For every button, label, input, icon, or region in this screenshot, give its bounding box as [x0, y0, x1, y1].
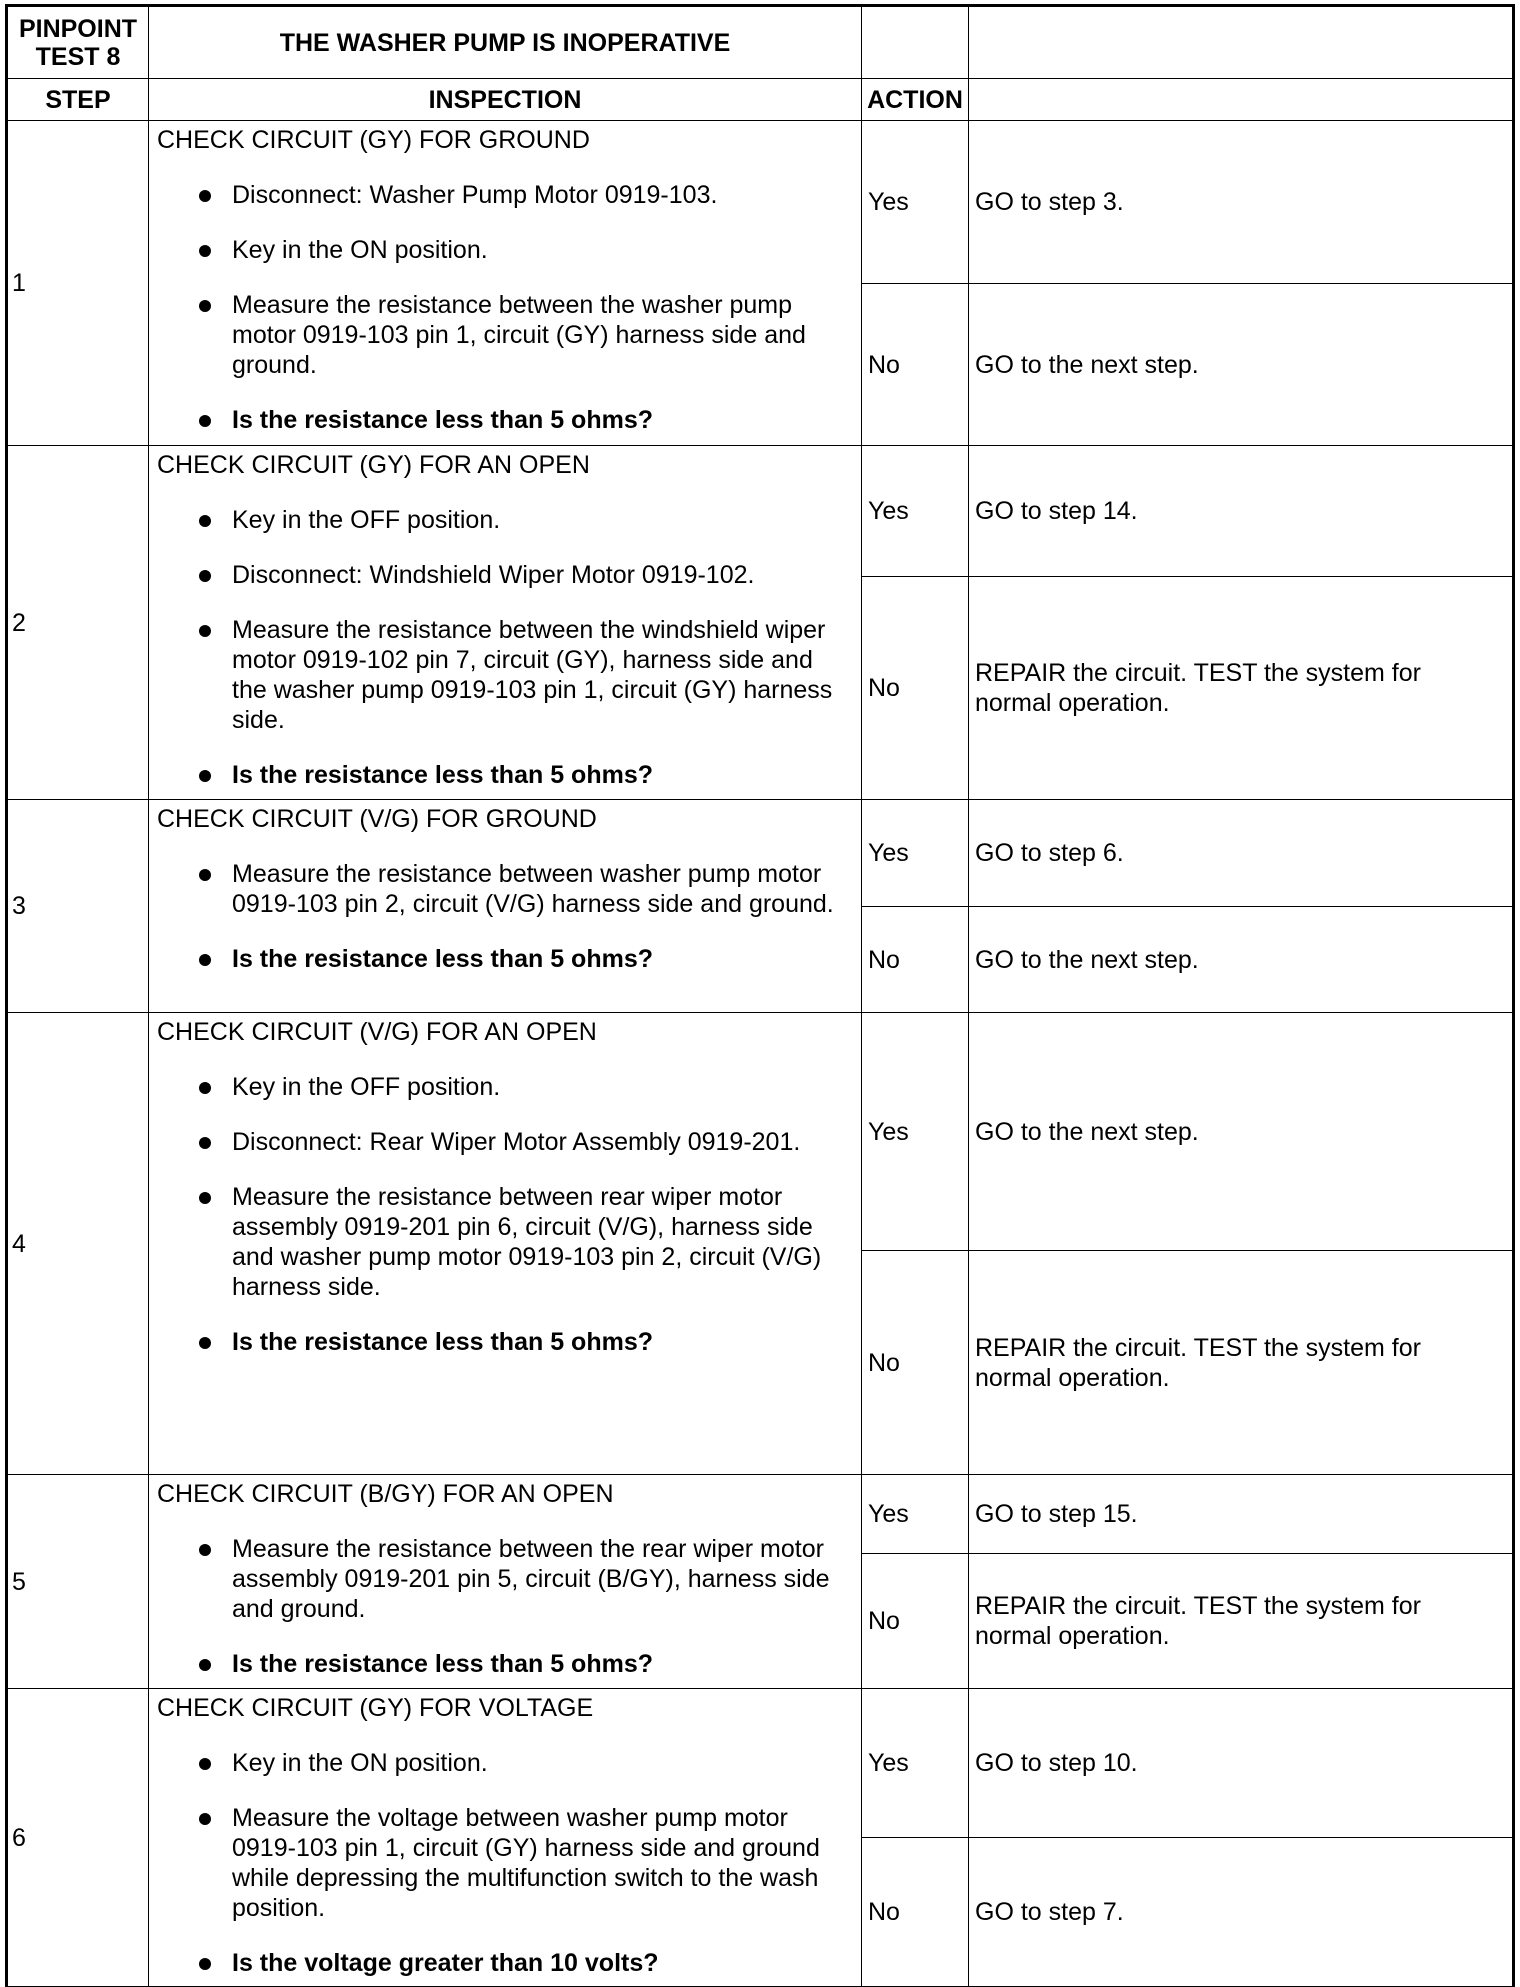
result-yes: GO to step 15. — [969, 1475, 1513, 1554]
bullet-icon — [199, 1758, 211, 1770]
result-no: GO to the next step. — [969, 907, 1513, 1013]
question-text: Is the voltage greater than 10 volts? — [232, 1949, 659, 1977]
step-number: 4 — [8, 1013, 149, 1475]
action-yes: Yes — [862, 1689, 969, 1838]
step-number: 6 — [8, 1689, 149, 1987]
bullet-text: Key in the OFF position. — [232, 1073, 501, 1101]
inspection-bullets — [157, 1748, 853, 1978]
inspection-bullet — [157, 1748, 853, 1778]
inspection-question — [157, 944, 853, 974]
bullet-icon — [199, 1659, 211, 1671]
inspection-bullet — [157, 235, 853, 265]
result-yes: GO to the next step. — [969, 1013, 1513, 1251]
bullet-text: Key in the ON position. — [232, 236, 488, 264]
result-no: REPAIR the circuit. TEST the system for normal operation. — [969, 577, 1513, 800]
bullet-text: Key in the OFF position. — [232, 506, 501, 534]
action-yes: Yes — [862, 121, 969, 284]
bullet-icon — [199, 1958, 211, 1970]
action-no: No — [862, 284, 969, 446]
inspection-cell — [149, 1013, 862, 1475]
pinpoint-label: PINPOINT — [18, 14, 138, 43]
inspection-bullet — [157, 1127, 853, 1157]
pinpoint-test-table — [7, 6, 1513, 1987]
action-yes: Yes — [862, 446, 969, 577]
bullet-text: Measure the voltage between washer pump motor 0919-103 pin 1, circuit (GY) harness side and ground while depressing the multifunction switch to the wash position. — [232, 1804, 820, 1922]
step-row — [8, 800, 1513, 907]
bullet-icon — [199, 1813, 211, 1825]
inspection-bullets — [157, 505, 853, 790]
inspection-question — [157, 1649, 853, 1679]
action-yes: Yes — [862, 800, 969, 907]
result-yes: GO to step 6. — [969, 800, 1513, 907]
pinpoint-test-label — [8, 7, 149, 79]
inspection-cell — [149, 121, 862, 446]
inspection-bullets — [157, 180, 853, 435]
bullet-icon — [199, 1082, 211, 1094]
action-no: No — [862, 1838, 969, 1987]
inspection-question — [157, 760, 853, 790]
inspection-question — [157, 1948, 853, 1978]
result-yes: GO to step 10. — [969, 1689, 1513, 1838]
action-no: No — [862, 577, 969, 800]
inspection-bullet — [157, 560, 853, 590]
action-no: No — [862, 1251, 969, 1475]
step-row — [8, 446, 1513, 577]
bullet-icon — [199, 190, 211, 202]
inspection-cell — [149, 1689, 862, 1987]
bullet-icon — [199, 770, 211, 782]
bullet-text: Measure the resistance between rear wiper motor assembly 0919-201 pin 6, circuit (V/G), harness side and washer pump motor 0919-103 pin 2, circuit (V/G) harness side. — [232, 1183, 822, 1301]
question-text: Is the resistance less than 5 ohms? — [232, 1650, 653, 1678]
step-row — [8, 1689, 1513, 1838]
column-header-inspection: INSPECTION — [149, 79, 862, 121]
inspection-cell — [149, 446, 862, 800]
action-yes: Yes — [862, 1013, 969, 1251]
inspection-bullets — [157, 859, 853, 974]
step-number: 1 — [8, 121, 149, 446]
inspection-title: CHECK CIRCUIT (GY) FOR VOLTAGE — [157, 1694, 594, 1722]
header-blank-action — [862, 7, 969, 79]
bullet-icon — [199, 1544, 211, 1556]
action-yes: Yes — [862, 1475, 969, 1554]
bullet-icon — [199, 415, 211, 427]
bullet-icon — [199, 954, 211, 966]
inspection-title: CHECK CIRCUIT (V/G) FOR GROUND — [157, 805, 597, 833]
bullet-icon — [199, 245, 211, 257]
question-text: Is the resistance less than 5 ohms? — [232, 945, 653, 973]
action-no: No — [862, 907, 969, 1013]
bullet-text: Key in the ON position. — [232, 1749, 488, 1777]
bullet-icon — [199, 625, 211, 637]
inspection-question — [157, 405, 853, 435]
bullet-text: Disconnect: Washer Pump Motor 0919-103. — [232, 181, 718, 209]
bullet-icon — [199, 869, 211, 881]
bullet-icon — [199, 1137, 211, 1149]
inspection-bullet — [157, 859, 853, 919]
inspection-title: CHECK CIRCUIT (V/G) FOR AN OPEN — [157, 1018, 597, 1046]
bullet-text: Measure the resistance between the rear wiper motor assembly 0919-201 pin 5, circuit (B/GY), harness side and ground. — [232, 1535, 830, 1623]
pinpoint-test-document — [7, 6, 1512, 1977]
bullet-icon — [199, 570, 211, 582]
bullet-text: Measure the resistance between the windshield wiper motor 0919-102 pin 7, circuit (GY), harness side and the washer pump 0919-103 pin 1, circuit (GY) harness side. — [232, 616, 833, 734]
result-no: REPAIR the circuit. TEST the system for normal operation. — [969, 1554, 1513, 1689]
inspection-bullet — [157, 1534, 853, 1624]
test-number-label: TEST 8 — [35, 42, 121, 71]
step-number: 3 — [8, 800, 149, 1013]
column-header-step: STEP — [8, 79, 149, 121]
inspection-bullet — [157, 290, 853, 380]
result-no: GO to step 7. — [969, 1838, 1513, 1987]
inspection-question — [157, 1327, 853, 1357]
bullet-text: Disconnect: Rear Wiper Motor Assembly 0919-201. — [232, 1128, 801, 1156]
step-row — [8, 121, 1513, 284]
result-yes: GO to step 3. — [969, 121, 1513, 284]
inspection-cell — [149, 1475, 862, 1689]
bullet-icon — [199, 300, 211, 312]
bullet-icon — [199, 1192, 211, 1204]
inspection-cell — [149, 800, 862, 1013]
inspection-bullets — [157, 1072, 853, 1357]
step-row — [8, 1475, 1513, 1554]
action-no: No — [862, 1554, 969, 1689]
inspection-bullet — [157, 1072, 853, 1102]
step-number: 5 — [8, 1475, 149, 1689]
result-no: GO to the next step. — [969, 284, 1513, 446]
question-text: Is the resistance less than 5 ohms? — [232, 1328, 653, 1356]
inspection-bullet — [157, 1803, 853, 1923]
inspection-bullets — [157, 1534, 853, 1679]
step-number: 2 — [8, 446, 149, 800]
title-row — [8, 7, 1513, 79]
bullet-text: Measure the resistance between washer pump motor 0919-103 pin 2, circuit (V/G) harness side and ground. — [232, 860, 834, 918]
question-text: Is the resistance less than 5 ohms? — [232, 406, 653, 434]
inspection-title: CHECK CIRCUIT (GY) FOR AN OPEN — [157, 451, 590, 479]
step-row — [8, 1013, 1513, 1251]
bullet-icon — [199, 1337, 211, 1349]
column-header-action: ACTION — [862, 79, 969, 121]
column-header-row — [8, 79, 1513, 121]
column-header-blank — [969, 79, 1513, 121]
inspection-bullet — [157, 1182, 853, 1302]
inspection-bullet — [157, 180, 853, 210]
question-text: Is the resistance less than 5 ohms? — [232, 761, 653, 789]
inspection-title: CHECK CIRCUIT (GY) FOR GROUND — [157, 126, 590, 154]
result-yes: GO to step 14. — [969, 446, 1513, 577]
bullet-icon — [199, 515, 211, 527]
bullet-text: Disconnect: Windshield Wiper Motor 0919-102. — [232, 561, 755, 589]
header-blank-result — [969, 7, 1513, 79]
inspection-title: CHECK CIRCUIT (B/GY) FOR AN OPEN — [157, 1480, 614, 1508]
bullet-text: Measure the resistance between the washer pump motor 0919-103 pin 1, circuit (GY) harness side and ground. — [232, 291, 806, 379]
inspection-bullet — [157, 615, 853, 735]
test-title: THE WASHER PUMP IS INOPERATIVE — [149, 7, 862, 79]
result-no: REPAIR the circuit. TEST the system for normal operation. — [969, 1251, 1513, 1475]
inspection-bullet — [157, 505, 853, 535]
